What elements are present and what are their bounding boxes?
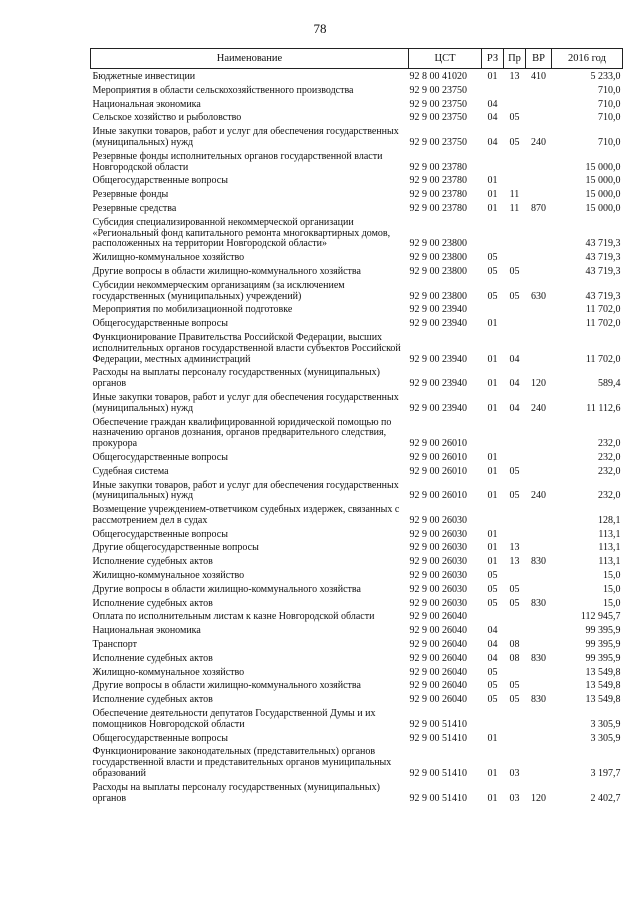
table-cell-cst: 92 9 00 26010: [409, 438, 467, 450]
table-cell-vr: [526, 98, 552, 112]
table-cell-amount: 113,1: [598, 528, 621, 540]
table-row: [91, 318, 623, 332]
table-cell-amount: 11 112,6: [586, 402, 621, 414]
table-cell-amount: 43 719,3: [585, 265, 621, 277]
table-row: [91, 175, 623, 189]
table-cell-amount: 113,1: [598, 542, 621, 554]
header-vr: ВР: [526, 49, 552, 69]
table-row: [91, 84, 623, 98]
table-cell-rz: 01: [487, 175, 498, 187]
table-cell-amount: 232,0: [598, 465, 621, 477]
table-row: [91, 150, 623, 175]
table-cell-cst: 92 9 00 26030: [409, 514, 467, 526]
table-cell-cst: 92 9 00 26030: [409, 556, 467, 568]
table-cell-pr: 04: [509, 353, 520, 365]
table-cell-name: Бюджетные инвестиции: [92, 71, 196, 82]
table-cell-pr: [504, 416, 526, 451]
table-cell-cst: 92 9 00 51410: [409, 718, 467, 730]
table-cell-vr: [526, 746, 552, 781]
table-cell-pr: [504, 666, 526, 680]
table-cell-cst: 92 9 00 26030: [409, 528, 467, 540]
table-cell-rz: 01: [487, 768, 498, 780]
table-cell-amount: 710,0: [598, 112, 621, 124]
table-cell-cst: 92 9 00 23800: [409, 265, 467, 277]
table-row: [91, 732, 623, 746]
table-cell-rz: 04: [487, 639, 498, 651]
table-cell-name: Жилищно-коммунальное хозяйство: [92, 252, 245, 264]
table-cell-pr: 05: [509, 290, 520, 302]
table-cell-name: Иные закупки товаров, работ и услуг для обеспечения государственных (муниципальных) нужд: [92, 479, 399, 502]
table-cell-name: Исполнение судебных актов: [92, 652, 213, 664]
table-cell-amount: 43 719,3: [585, 290, 621, 302]
table-cell-vr: [526, 542, 552, 556]
table-header-row: [91, 49, 623, 69]
table-cell-pr: 05: [509, 597, 520, 609]
table-cell-name: Функционирование законодательных (представительных) органов государственной власти и представительных органов муниципальных образований: [92, 746, 392, 780]
table-cell-pr: [504, 625, 526, 639]
table-row: [91, 694, 623, 708]
table-row: [91, 465, 623, 479]
table-cell-rz: 01: [487, 792, 498, 804]
table-cell-name: Транспорт: [92, 639, 138, 651]
table-cell-name: Общегосударственные вопросы: [92, 318, 228, 330]
table-cell-rz: 05: [487, 570, 498, 582]
table-row: [91, 189, 623, 203]
table-cell-cst: 92 9 00 23750: [409, 98, 467, 110]
table-cell-rz: 05: [487, 290, 498, 302]
table-cell-amount: 112 945,7: [580, 611, 621, 623]
table-row: [91, 331, 623, 366]
table-cell-vr: [526, 583, 552, 597]
table-cell-name: Другие вопросы в области жилищно-коммунального хозяйства: [92, 265, 361, 277]
table-cell-amount: 99 395,9: [585, 639, 621, 651]
table-cell-rz: 04: [487, 98, 498, 110]
table-cell-pr: 05: [509, 583, 520, 595]
table-cell-rz: 01: [487, 451, 498, 463]
table-cell-pr: 13: [509, 71, 520, 82]
table-cell-pr: [504, 216, 526, 251]
table-cell-pr: [504, 570, 526, 584]
table-cell-pr: 03: [509, 792, 520, 804]
table-row: [91, 570, 623, 584]
table-cell-vr: [526, 528, 552, 542]
table-cell-rz: 05: [487, 265, 498, 277]
table-cell-pr: [504, 318, 526, 332]
table-cell-pr: [504, 451, 526, 465]
table-cell-amount: 15,0: [603, 597, 621, 609]
table-row: [91, 252, 623, 266]
table-cell-vr: [526, 318, 552, 332]
table-row: [91, 304, 623, 318]
table-cell-cst: 92 9 00 23800: [409, 290, 467, 302]
table-cell-rz: 01: [487, 202, 498, 214]
table-cell-amount: 232,0: [598, 438, 621, 450]
table-cell-cst: 92 9 00 23750: [409, 136, 467, 148]
table-cell-rz: 01: [487, 542, 498, 554]
table-cell-rz: [482, 84, 504, 98]
table-cell-amount: 3 305,9: [590, 732, 621, 744]
table-cell-pr: 03: [509, 768, 520, 780]
table-cell-name: Общегосударственные вопросы: [92, 451, 228, 463]
table-cell-amount: 589,4: [598, 378, 621, 390]
table-cell-vr: 830: [531, 556, 546, 568]
table-cell-rz: 05: [487, 666, 498, 678]
table-cell-rz: 05: [487, 583, 498, 595]
table-row: [91, 680, 623, 694]
table-row: [91, 708, 623, 733]
table-cell-amount: 11 702,0: [585, 353, 621, 365]
table-row: [91, 112, 623, 126]
table-cell-amount: 3 305,9: [590, 718, 621, 730]
table-cell-vr: [526, 416, 552, 451]
table-cell-vr: 120: [531, 792, 546, 804]
table-cell-cst: 92 8 00 41020: [409, 71, 467, 82]
table-row: [91, 451, 623, 465]
table-cell-pr: 05: [509, 112, 520, 124]
table-cell-amount: 15 000,0: [585, 175, 621, 187]
table-cell-cst: 92 9 00 23940: [409, 304, 467, 316]
table-cell-cst: 92 9 00 26010: [409, 451, 467, 463]
table-cell-cst: 92 9 00 23940: [409, 402, 467, 414]
table-cell-amount: 43 719,3: [585, 252, 621, 264]
table-cell-rz: [482, 611, 504, 625]
table-cell-cst: 92 9 00 51410: [409, 792, 467, 804]
table-row: [91, 202, 623, 216]
table-cell-amount: 11 702,0: [585, 318, 621, 330]
table-cell-name: Исполнение судебных актов: [92, 556, 213, 568]
table-cell-pr: 05: [509, 465, 520, 477]
page-number: 78: [313, 21, 327, 36]
table-cell-cst: 92 9 00 26040: [409, 639, 467, 651]
table-cell-amount: 710,0: [598, 84, 621, 96]
table-cell-vr: 830: [531, 597, 546, 609]
table-cell-name: Возмещение учреждением-ответчиком судебных издержек, связанных с рассмотрением дел в судах: [92, 504, 400, 526]
table-row: [91, 556, 623, 570]
table-cell-pr: [504, 708, 526, 733]
header-cst: ЦСТ: [409, 49, 482, 69]
table-cell-pr: 05: [509, 680, 520, 692]
table-cell-name: Резервные средства: [92, 202, 177, 214]
table-cell-name: Общегосударственные вопросы: [92, 175, 228, 187]
table-cell-amount: 13 549,8: [585, 666, 621, 678]
table-cell-cst: 92 9 00 23750: [409, 84, 467, 96]
table-row: [91, 625, 623, 639]
table-cell-cst: 92 9 00 51410: [409, 732, 467, 744]
table-row: [91, 279, 623, 304]
table-cell-name: Жилищно-коммунальное хозяйство: [92, 570, 245, 582]
table-cell-name: Другие общегосударственные вопросы: [92, 542, 259, 554]
table-cell-cst: 92 9 00 26040: [409, 611, 467, 623]
table-row: [91, 639, 623, 653]
table-cell-name: Исполнение судебных актов: [92, 694, 213, 706]
table-row: [91, 583, 623, 597]
table-cell-rz: 01: [487, 378, 498, 390]
table-cell-rz: 05: [487, 597, 498, 609]
table-cell-amount: 15,0: [603, 583, 621, 595]
table-row: [91, 126, 623, 151]
table-cell-cst: 92 9 00 23800: [409, 252, 467, 264]
table-cell-cst: 92 9 00 23750: [409, 112, 467, 124]
table-cell-pr: [504, 252, 526, 266]
table-cell-vr: 240: [531, 136, 546, 148]
table-cell-cst: 92 9 00 26030: [409, 597, 467, 609]
table-cell-vr: [526, 611, 552, 625]
table-cell-vr: [526, 112, 552, 126]
table-cell-name: Субсидии некоммерческим организациям (за исключением государственных (муниципальных) учреждений): [92, 279, 345, 302]
table-cell-name: Функционирование Правительства Российской Федерации, высших исполнительных органов государственной власти субъектов Российской Федерации, местных администраций: [92, 331, 401, 365]
table-cell-amount: 43 719,3: [585, 238, 621, 250]
table-row: [91, 416, 623, 451]
table-cell-vr: [526, 331, 552, 366]
table-cell-pr: [504, 98, 526, 112]
table-row: [91, 69, 623, 85]
table-row: [91, 504, 623, 529]
table-cell-amount: 710,0: [598, 136, 621, 148]
table-cell-pr: [504, 175, 526, 189]
table-cell-cst: 92 9 00 26040: [409, 652, 467, 664]
table-cell-name: Расходы на выплаты персоналу государственных (муниципальных) органов: [92, 781, 380, 804]
table-cell-cst: 92 9 00 23940: [409, 353, 467, 365]
table-cell-cst: 92 9 00 26010: [409, 490, 467, 502]
table-cell-vr: [526, 265, 552, 279]
table-cell-cst: 92 9 00 23780: [409, 175, 467, 187]
table-cell-vr: [526, 252, 552, 266]
table-cell-rz: 01: [487, 71, 498, 82]
table-cell-rz: 01: [487, 402, 498, 414]
table-cell-name: Иные закупки товаров, работ и услуг для обеспечения государственных (муниципальных) нужд: [92, 126, 399, 148]
table-cell-rz: [482, 150, 504, 175]
table-cell-vr: [526, 451, 552, 465]
table-cell-cst: 92 9 00 23940: [409, 378, 467, 390]
table-cell-cst: 92 9 00 23780: [409, 161, 467, 173]
table-cell-rz: 01: [487, 732, 498, 744]
table-cell-name: Национальная экономика: [92, 98, 201, 110]
table-cell-amount: 5 233,0: [590, 71, 621, 82]
table-cell-amount: 15 000,0: [585, 161, 621, 173]
table-cell-amount: 232,0: [598, 451, 621, 463]
table-body: [91, 69, 623, 806]
table-row: [91, 666, 623, 680]
table-cell-rz: 05: [487, 680, 498, 692]
table-row: [91, 265, 623, 279]
table-row: [91, 611, 623, 625]
table-cell-rz: [482, 216, 504, 251]
table-cell-name: Обеспечение граждан квалифицированной юридической помощью по назначению органов дознания, органов предварительного следствия, прокурора: [92, 416, 392, 450]
table-cell-vr: [526, 639, 552, 653]
table-cell-pr: [504, 504, 526, 529]
table-cell-rz: 05: [487, 694, 498, 706]
table-cell-name: Судебная система: [92, 465, 169, 477]
table-cell-cst: 92 9 00 26040: [409, 625, 467, 637]
header-name: Наименование: [91, 49, 409, 69]
table-cell-amount: 710,0: [598, 98, 621, 110]
table-cell-amount: 113,1: [598, 556, 621, 568]
table-cell-cst: 92 9 00 23800: [409, 238, 467, 250]
table-cell-name: Другие вопросы в области жилищно-коммунального хозяйства: [92, 583, 361, 595]
table-cell-pr: 08: [509, 639, 520, 651]
table-cell-vr: [526, 175, 552, 189]
table-cell-vr: [526, 216, 552, 251]
table-cell-rz: 01: [487, 490, 498, 502]
table-cell-vr: 870: [531, 202, 546, 214]
table-cell-name: Исполнение судебных актов: [92, 597, 213, 609]
table-cell-vr: [526, 708, 552, 733]
table-cell-vr: [526, 189, 552, 203]
table-cell-cst: 92 9 00 26010: [409, 465, 467, 477]
table-row: [91, 746, 623, 781]
table-cell-pr: 11: [509, 202, 520, 214]
table-cell-rz: 01: [487, 318, 498, 330]
budget-table: [90, 48, 623, 806]
table-row: [91, 652, 623, 666]
table-cell-cst: 92 9 00 26030: [409, 542, 467, 554]
table-cell-amount: 13 549,8: [585, 680, 621, 692]
table-cell-cst: 92 9 00 23780: [409, 189, 467, 201]
table-cell-rz: [482, 504, 504, 529]
table-cell-vr: [526, 666, 552, 680]
table-cell-amount: 128,1: [598, 514, 621, 526]
table-row: [91, 98, 623, 112]
table-cell-pr: [504, 150, 526, 175]
table-cell-name: Оплата по исполнительным листам к казне Новгородской области: [92, 611, 375, 623]
table-cell-vr: [526, 84, 552, 98]
table-cell-rz: 04: [487, 112, 498, 124]
table-cell-pr: 05: [509, 265, 520, 277]
table-cell-vr: 240: [531, 490, 546, 502]
table-cell-pr: [504, 732, 526, 746]
table-cell-pr: [504, 611, 526, 625]
table-cell-name: Субсидия специализированной некоммерческой организации «Региональный фонд капитального ремонта многоквартирных домов, расположенных на территории Новгородской области»: [92, 216, 391, 250]
table-cell-pr: 05: [509, 694, 520, 706]
table-cell-name: Расходы на выплаты персоналу государственных (муниципальных) органов: [92, 367, 380, 390]
table-cell-amount: 15 000,0: [585, 189, 621, 201]
table-cell-pr: 05: [509, 136, 520, 148]
table-cell-rz: 01: [487, 465, 498, 477]
table-cell-amount: 99 395,9: [585, 625, 621, 637]
table-cell-amount: 99 395,9: [585, 652, 621, 664]
table-cell-vr: 830: [531, 652, 546, 664]
table-cell-pr: 13: [509, 542, 520, 554]
table-cell-cst: 92 9 00 23940: [409, 318, 467, 330]
table-cell-name: Общегосударственные вопросы: [92, 528, 228, 540]
table-cell-name: Резервные фонды исполнительных органов государственной власти Новгородской области: [92, 150, 383, 173]
table-cell-name: Иные закупки товаров, работ и услуг для обеспечения государственных (муниципальных) нужд: [92, 391, 399, 414]
table-cell-cst: 92 9 00 23780: [409, 202, 467, 214]
table-cell-vr: [526, 304, 552, 318]
table-row: [91, 479, 623, 504]
table-cell-name: Общегосударственные вопросы: [92, 732, 228, 744]
header-pr: Пр: [504, 49, 526, 69]
header-amount: 2016 год: [552, 49, 623, 69]
table-cell-vr: [526, 732, 552, 746]
table-cell-vr: [526, 504, 552, 529]
table-cell-amount: 2 402,7: [590, 792, 621, 804]
table-cell-amount: 232,0: [598, 490, 621, 502]
table-cell-name: Мероприятия по мобилизационной подготовке: [92, 304, 293, 316]
table-row: [91, 528, 623, 542]
table-cell-rz: 01: [487, 353, 498, 365]
table-row: [91, 216, 623, 251]
table-cell-name: Сельское хозяйство и рыболовство: [92, 112, 242, 124]
table-cell-vr: 630: [531, 290, 546, 302]
table-cell-rz: 01: [487, 189, 498, 201]
table-row: [91, 542, 623, 556]
table-cell-pr: 05: [509, 490, 520, 502]
table-cell-rz: 04: [487, 136, 498, 148]
table-row: [91, 597, 623, 611]
table-cell-vr: [526, 680, 552, 694]
table-cell-cst: 92 9 00 26030: [409, 583, 467, 595]
table-cell-pr: [504, 528, 526, 542]
table-cell-pr: 04: [509, 402, 520, 414]
table-row: [91, 391, 623, 416]
table-cell-pr: 13: [509, 556, 520, 568]
table-cell-amount: 3 197,7: [590, 768, 621, 780]
table-cell-vr: [526, 150, 552, 175]
table-cell-amount: 13 549,8: [585, 694, 621, 706]
table-cell-amount: 15 000,0: [585, 202, 621, 214]
table-cell-rz: 01: [487, 528, 498, 540]
table-cell-vr: [526, 465, 552, 479]
table-cell-vr: 830: [531, 694, 546, 706]
table-cell-name: Жилищно-коммунальное хозяйство: [92, 666, 245, 678]
table-cell-rz: [482, 708, 504, 733]
table-cell-rz: 04: [487, 652, 498, 664]
table-cell-vr: 120: [531, 378, 546, 390]
table-cell-name: Другие вопросы в области жилищно-коммунального хозяйства: [92, 680, 361, 692]
table-row: [91, 367, 623, 392]
table-cell-amount: 15,0: [603, 570, 621, 582]
table-cell-cst: 92 9 00 26030: [409, 570, 467, 582]
table-cell-vr: 240: [531, 402, 546, 414]
table-cell-pr: 04: [509, 378, 520, 390]
table-cell-rz: [482, 304, 504, 318]
table-cell-cst: 92 9 00 51410: [409, 768, 467, 780]
table-row: [91, 781, 623, 806]
table-cell-vr: 410: [531, 71, 546, 82]
table-cell-rz: 05: [487, 252, 498, 264]
header-rz: РЗ: [482, 49, 504, 69]
table-cell-name: Национальная экономика: [92, 625, 201, 637]
table-cell-cst: 92 9 00 26040: [409, 666, 467, 678]
table-cell-name: Мероприятия в области сельскохозяйственного производства: [92, 84, 354, 96]
table-cell-rz: 04: [487, 625, 498, 637]
table-cell-name: Обеспечение деятельности депутатов Государственной Думы и их помощников Новгородской области: [92, 708, 376, 730]
table-cell-cst: 92 9 00 26040: [409, 680, 467, 692]
table-cell-pr: 11: [509, 189, 520, 201]
table-cell-cst: 92 9 00 26040: [409, 694, 467, 706]
table-cell-rz: [482, 416, 504, 451]
table-cell-pr: [504, 84, 526, 98]
table-cell-vr: [526, 625, 552, 639]
table-cell-pr: [504, 304, 526, 318]
table-cell-rz: 01: [487, 556, 498, 568]
table-cell-name: Резервные фонды: [92, 189, 169, 201]
table-cell-amount: 11 702,0: [585, 304, 621, 316]
table-cell-vr: [526, 570, 552, 584]
table-cell-pr: 08: [509, 652, 520, 664]
